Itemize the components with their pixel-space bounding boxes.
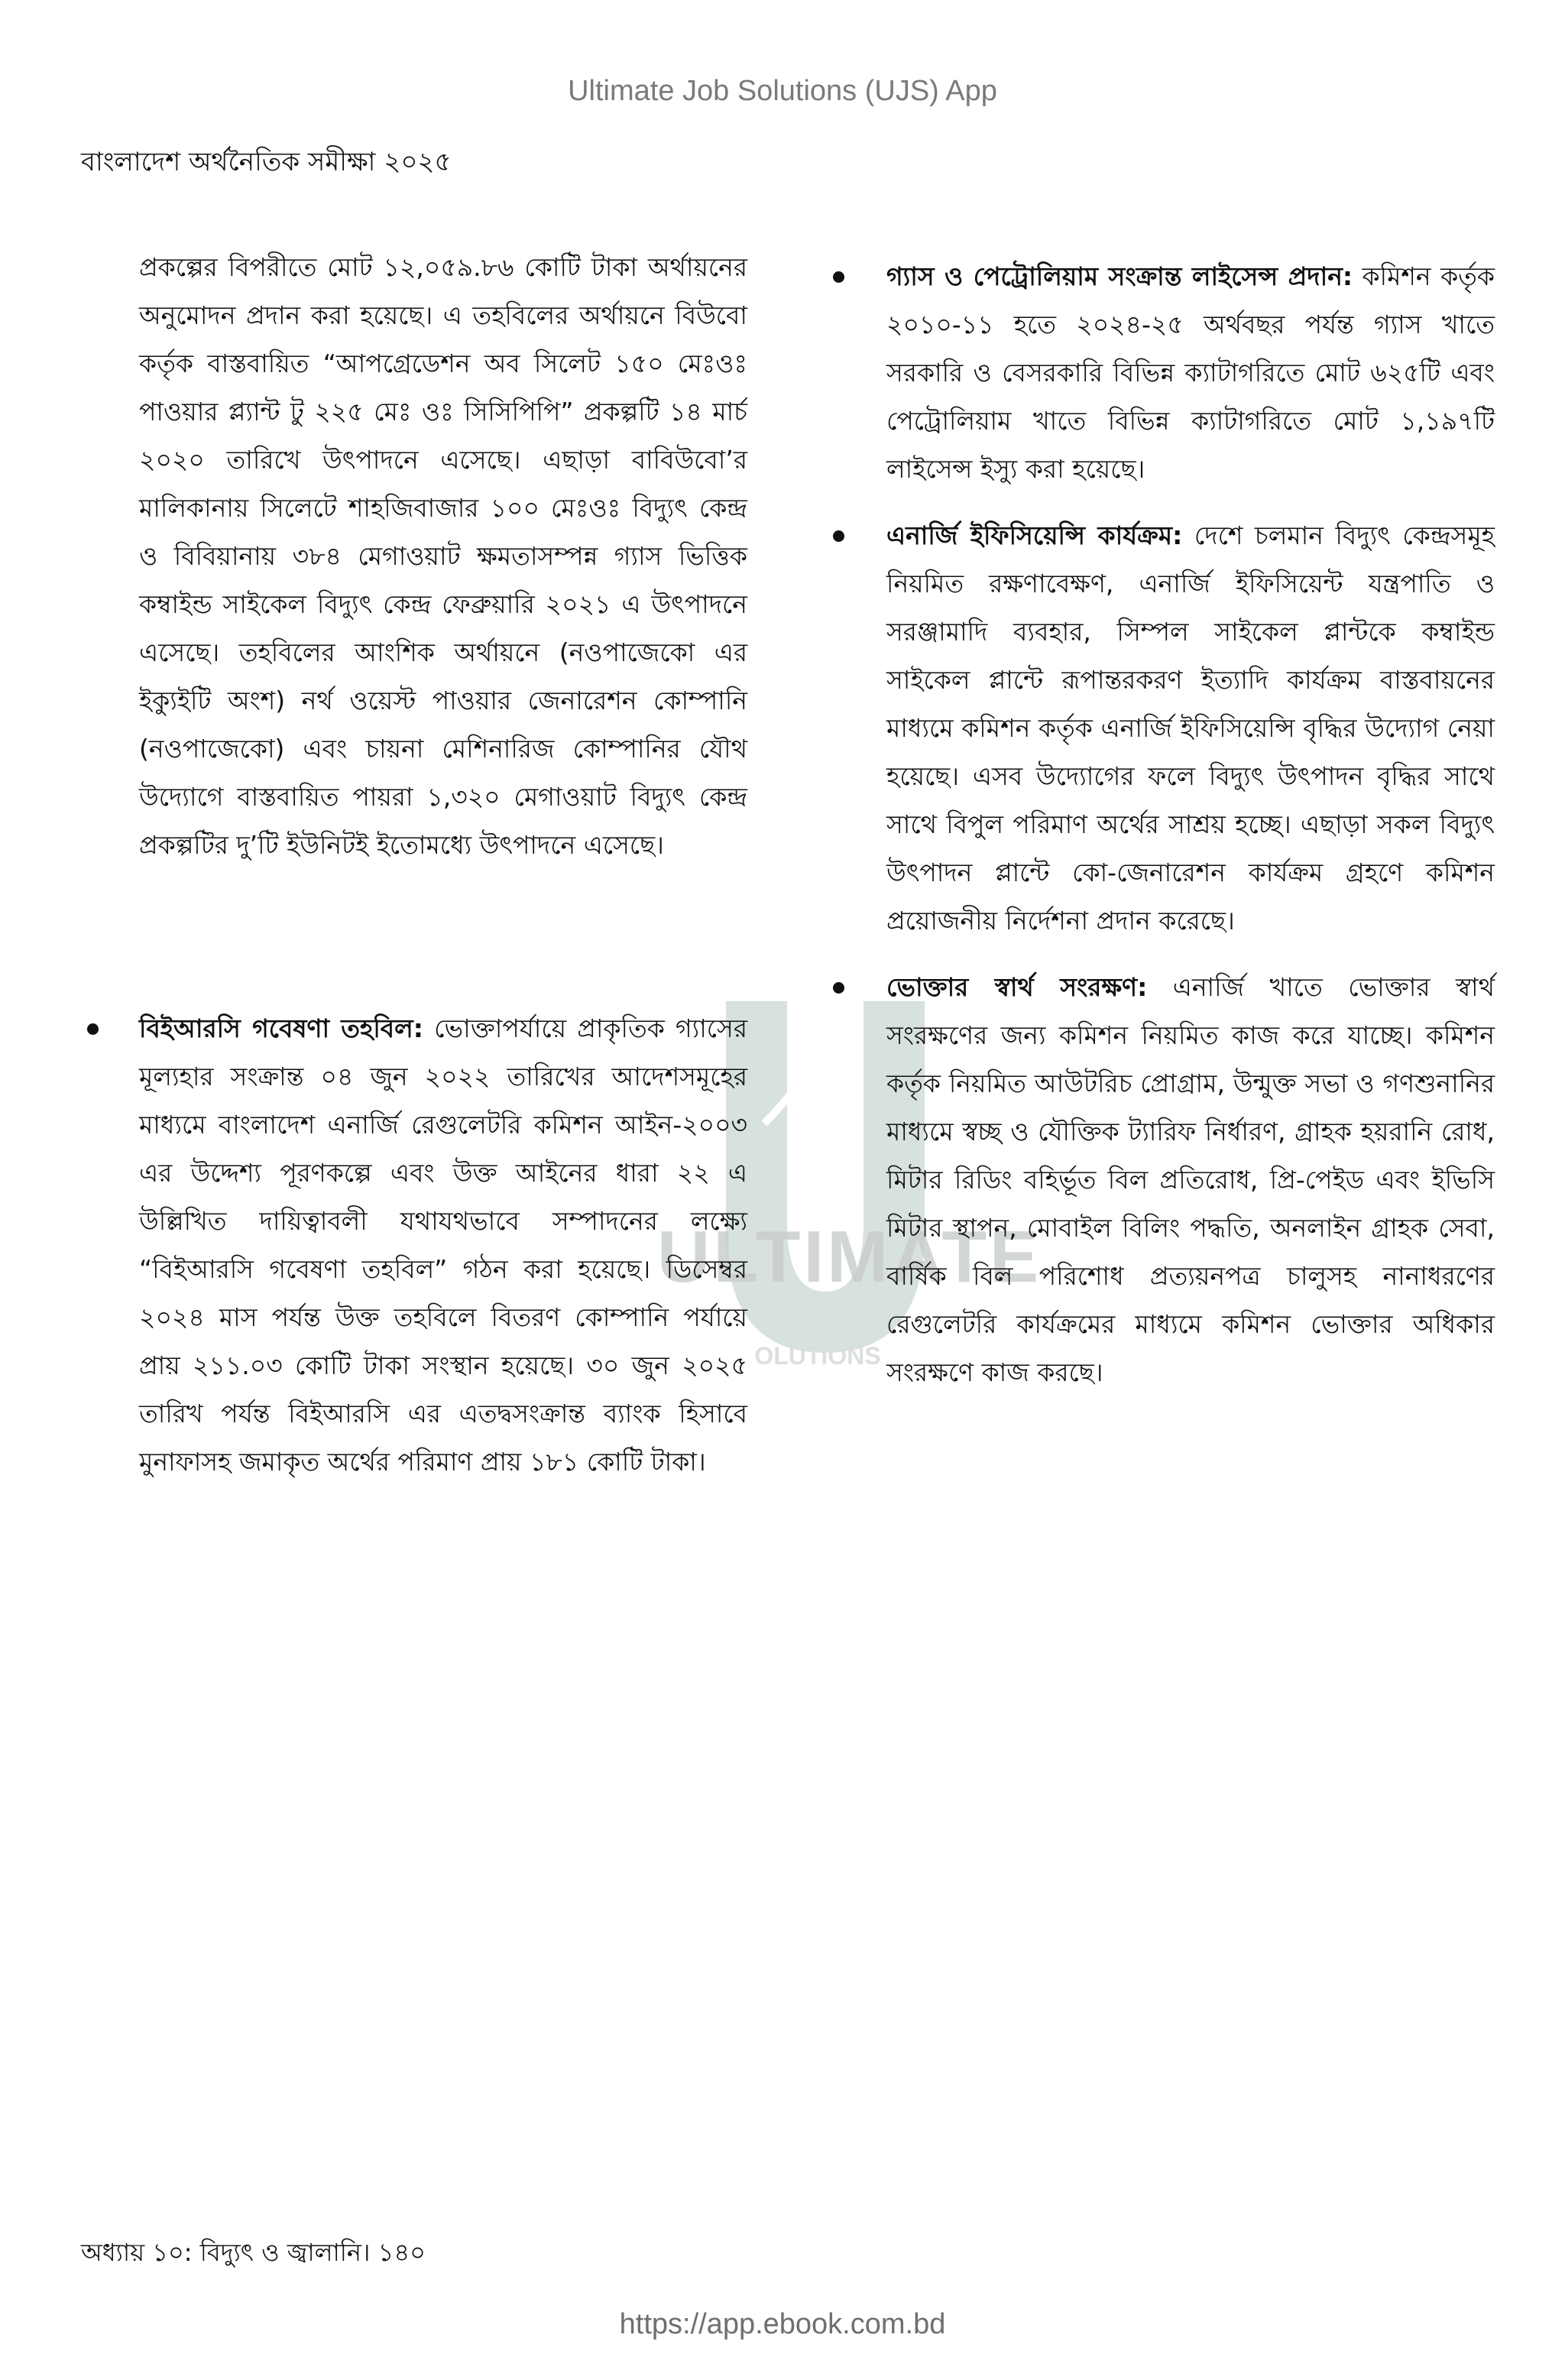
left-column (139, 243, 747, 869)
bullet-berc-research-fund (139, 1004, 747, 1486)
bullet-title: বিইআরসি গবেষণা তহবিল: (139, 1013, 423, 1043)
bullet-icon (833, 530, 844, 542)
bullet-license (886, 252, 1495, 493)
chapter-footer: অধ্যায় ১০: বিদ্যুৎ ও জ্বালানি। ১৪০ (81, 2238, 426, 2267)
bullet-title: গ্যাস ও পেট্রোলিয়াম সংক্রান্ত লাইসেন্স প্রদান: (886, 261, 1353, 291)
running-title: বাংলাদেশ অর্থনৈতিক সমীক্ষা ২০২৫ (81, 147, 452, 177)
left-bullet-list (139, 1004, 747, 1486)
bullet-icon (87, 1023, 99, 1035)
bullet-title: এনার্জি ইফিসিয়েন্সি কার্যক্রম: (886, 520, 1183, 550)
watermark-subtitle: OLUTIONS (754, 1342, 881, 1370)
bullet-body: দেশে চলমান বিদ্যুৎ কেন্দ্রসমূহ নিয়মিত রক্ষণাবেক্ষণ, এনার্জি ইফিসিয়েন্ট যন্ত্রপাতি ও সরঞ্জামাদি ব্যবহার, সিম্পল সাইকেল প্লান্টকে কম্বাইন্ড সাইকেল প্লান্টে রূপান্তরকরণ ইত্যাদি কার্যক্রম বাস্তবায়নের মাধ্যমে কমিশন কর্তৃক এনার্জি ইফিসিয়েন্সি বৃদ্ধির উদ্যোগ নেয়া হয়েছে। এসব উদ্যোগের ফলে বিদ্যুৎ উৎপাদন বৃদ্ধির সাথে সাথে বিপুল পরিমাণ অর্থের সাশ্রয় হচ্ছে। এছাড়া সকল বিদ্যুৎ উৎপাদন প্লান্টে কো-জেনারেশন কার্যক্রম গ্রহণে কমিশন প্রয়োজনীয় নির্দেশনা প্রদান করেছে। (886, 520, 1495, 935)
app-watermark: Ultimate Job Solutions (UJS) App (568, 75, 997, 107)
bullet-body: এনার্জি খাতে ভোক্তার স্বার্থ সংরক্ষণের জন্য কমিশন নিয়মিত কাজ করে যাচ্ছে। কমিশন কর্তৃক নিয়মিত আউটরিচ প্রোগ্রাম, উন্মুক্ত সভা ও গণশুনানির মাধ্যমে স্বচ্ছ ও যৌক্তিক ট্যারিফ নির্ধারণ, গ্রাহক হয়রানি রোধ, মিটার রিডিং বহির্ভূত বিল প্রতিরোধ, প্রি-পেইড এবং ইভিসি মিটার স্থাপন, মোবাইল বিলিং পদ্ধতি, অনলাইন গ্রাহক সেবা, বার্ষিক বিল পরিশোধ প্রত্যয়নপত্র চালুসহ নানাধরণের রেগুলেটরি কার্যক্রমের মাধ্যমে কমিশন ভোক্তার অধিকার সংরক্ষণে কাজ করছে। (886, 972, 1495, 1387)
continuation-paragraph: প্রকল্পের বিপরীতে মোট ১২,০৫৯.৮৬ কোটি টাকা অর্থায়নের অনুমোদন প্রদান করা হয়েছে। এ তহবিলের অর্থায়নে বিউবো কর্তৃক বাস্তবায়িত “আপগ্রেডেশন অব সিলেট ১৫০ মেঃওঃ পাওয়ার প্ল্যান্ট টু ২২৫ মেঃ ওঃ সিসিপিপি” প্রকল্পটি ১৪ মার্চ ২০২০ তারিখে উৎপাদনে এসেছে। এছাড়া বাবিউবো’র মালিকানায় সিলেটে শাহজিবাজার ১০০ মেঃওঃ বিদ্যুৎ কেন্দ্র ও বিবিয়ানায় ৩৮৪ মেগাওয়াট ক্ষমতাসম্পন্ন গ্যাস ভিত্তিক কম্বাইন্ড সাইকেল বিদ্যুৎ কেন্দ্র ফেব্রুয়ারি ২০২১ এ উৎপাদনে এসেছে। তহবিলের আংশিক অর্থায়নে (নওপাজেকো এর ইক্যুইটি অংশ) নর্থ ওয়েস্ট পাওয়ার জেনারেশন কোম্পানি (নওপাজেকো) এবং চায়না মেশিনারিজ কোম্পানির যৌথ উদ্যোগে বাস্তবায়িত পায়রা ১,৩২০ মেগাওয়াট বিদ্যুৎ কেন্দ্র প্রকল্পটির দু’টি ইউনিটই ইতোমধ্যে উৎপাদনে এসেছে। (139, 252, 747, 860)
bullet-icon (833, 982, 844, 994)
bullet-title: ভোক্তার স্বার্থ সংরক্ষণ: (886, 972, 1148, 1002)
bullet-icon (833, 271, 844, 283)
bullet-consumer-protection (886, 963, 1495, 1396)
bullet-body: ভোক্তাপর্যায়ে প্রাকৃতিক গ্যাসের মূল্যহার সংক্রান্ত ০৪ জুন ২০২২ তারিখের আদেশসমূহের মাধ্যমে বাংলাদেশ এনার্জি রেগুলেটরি কমিশন আইন-২০০৩ এর উদ্দেশ্য পূরণকল্পে এবং উক্ত আইনের ধারা ২২ এ উল্লিখিত দায়িত্বাবলী যথাযথভাবে সম্পাদনের লক্ষ্যে “বিইআরসি গবেষণা তহবিল” গঠন করা হয়েছে। ডিসেম্বর ২০২৪ মাস পর্যন্ত উক্ত তহবিলে বিতরণ কোম্পানি পর্যায়ে প্রায় ২১১.০৩ কোটি টাকা সংস্থান হয়েছে। ৩০ জুন ২০২৫ তারিখ পর্যন্ত বিইআরসি এর এতদ্বসংক্রান্ত ব্যাংক হিসাবে মুনাফাসহ জমাকৃত অর্থের পরিমাণ প্রায় ১৮১ কোটি টাকা। (139, 1013, 747, 1477)
bullet-energy-efficiency (886, 511, 1495, 945)
bullet-body: কমিশন কর্তৃক ২০১০-১১ হতে ২০২৪-২৫ অর্থবছর পর্যন্ত গ্যাস খাতে সরকারি ও বেসরকারি বিভিন্ন ক্যাটাগরিতে মোট ৬২৫টি এবং পেট্রোলিয়াম খাতে বিভিন্ন ক্যাটাগরিতে মোট ১,১৯৭টি লাইসেন্স ইস্যু করা হয়েছে। (886, 261, 1495, 484)
right-column (886, 252, 1495, 1396)
footer-url: https://app.ebook.com.bd (619, 2308, 946, 2340)
watermark-wordmark: ULTIMATE (657, 1216, 1042, 1298)
